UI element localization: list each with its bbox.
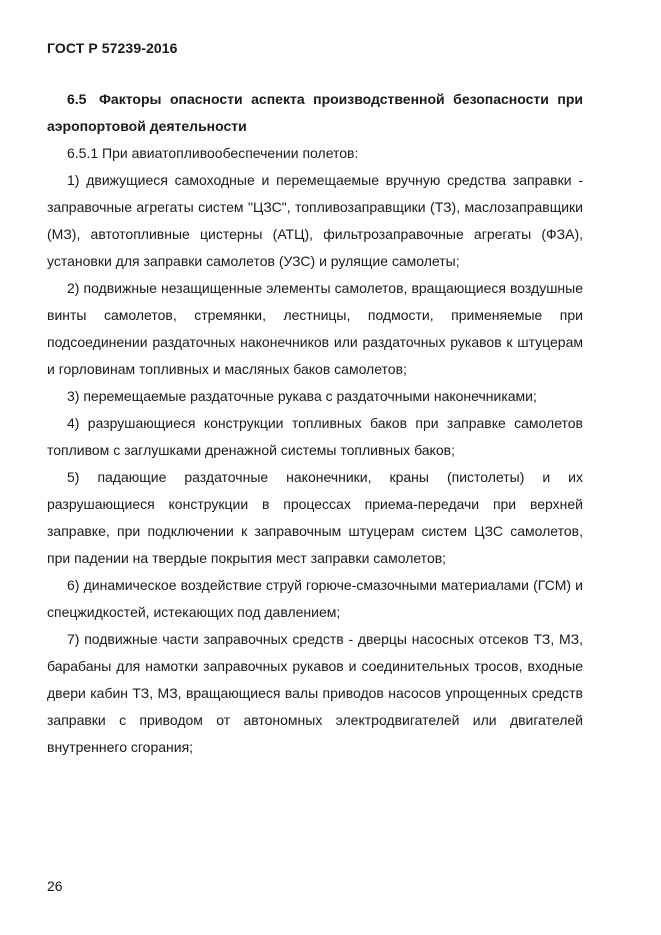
list-item-1: 1) движущиеся самоходные и перемещаемые вручную средства заправки - заправочные агрегаты систем "ЦЗС", топливозаправщики (ТЗ), маслозаправщики (МЗ), автотопливные цистерны (АТЦ), фильтрозаправочные агрегаты (ФЗА), установки для заправки самолетов (УЗС) и рулящие самолеты; <box>47 172 583 269</box>
list-item-7: 7) подвижные части заправочных средств - дверцы насосных отсеков ТЗ, МЗ, барабаны для намотки заправочных рукавов и соединительных тросов, входные двери кабин ТЗ, МЗ, вращающиеся валы приводов насосов упрощенных средств заправки с приводом от автономных электродвигателей или двигателей внутреннего сгорания; <box>47 631 583 755</box>
document-header: ГОСТ Р 57239-2016 <box>47 40 178 56</box>
section-number: 6.5 <box>67 91 87 107</box>
list-item-3: 3) перемещаемые раздаточные рукава с раздаточными наконечниками; <box>67 388 537 404</box>
page-number: 26 <box>47 878 63 894</box>
document-body <box>47 86 583 761</box>
subsection-intro: 6.5.1 При авиатопливообеспечении полетов: <box>67 145 359 161</box>
list-item-4: 4) разрушающиеся конструкции топливных баков при заправке самолетов топливом с заглушками дренажной системы топливных баков; <box>47 415 583 458</box>
list-item-5: 5) падающие раздаточные наконечники, краны (пистолеты) и их разрушающиеся конструкции в процессах приема-передачи при верхней заправке, при подключении к заправочным штуцерам систем ЦЗС самолетов, при падении на твердые покрытия мест заправки самолетов; <box>47 469 583 566</box>
list-item-2: 2) подвижные незащищенные элементы самолетов, вращающиеся воздушные винты самолетов, стремянки, лестницы, подмости, применяемые при подсоединении раздаточных наконечников или раздаточных рукавов к штуцерам и горловинам топливных и масляных баков самолетов; <box>47 280 583 377</box>
section-heading <box>47 86 583 140</box>
list-item-6: 6) динамическое воздействие струй горюче-смазочными материалами (ГСМ) и спецжидкостей, истекающих под давлением; <box>47 577 583 620</box>
section-title: Факторы опасности аспекта производственной безопасности при аэропортовой деятельности <box>47 91 583 134</box>
